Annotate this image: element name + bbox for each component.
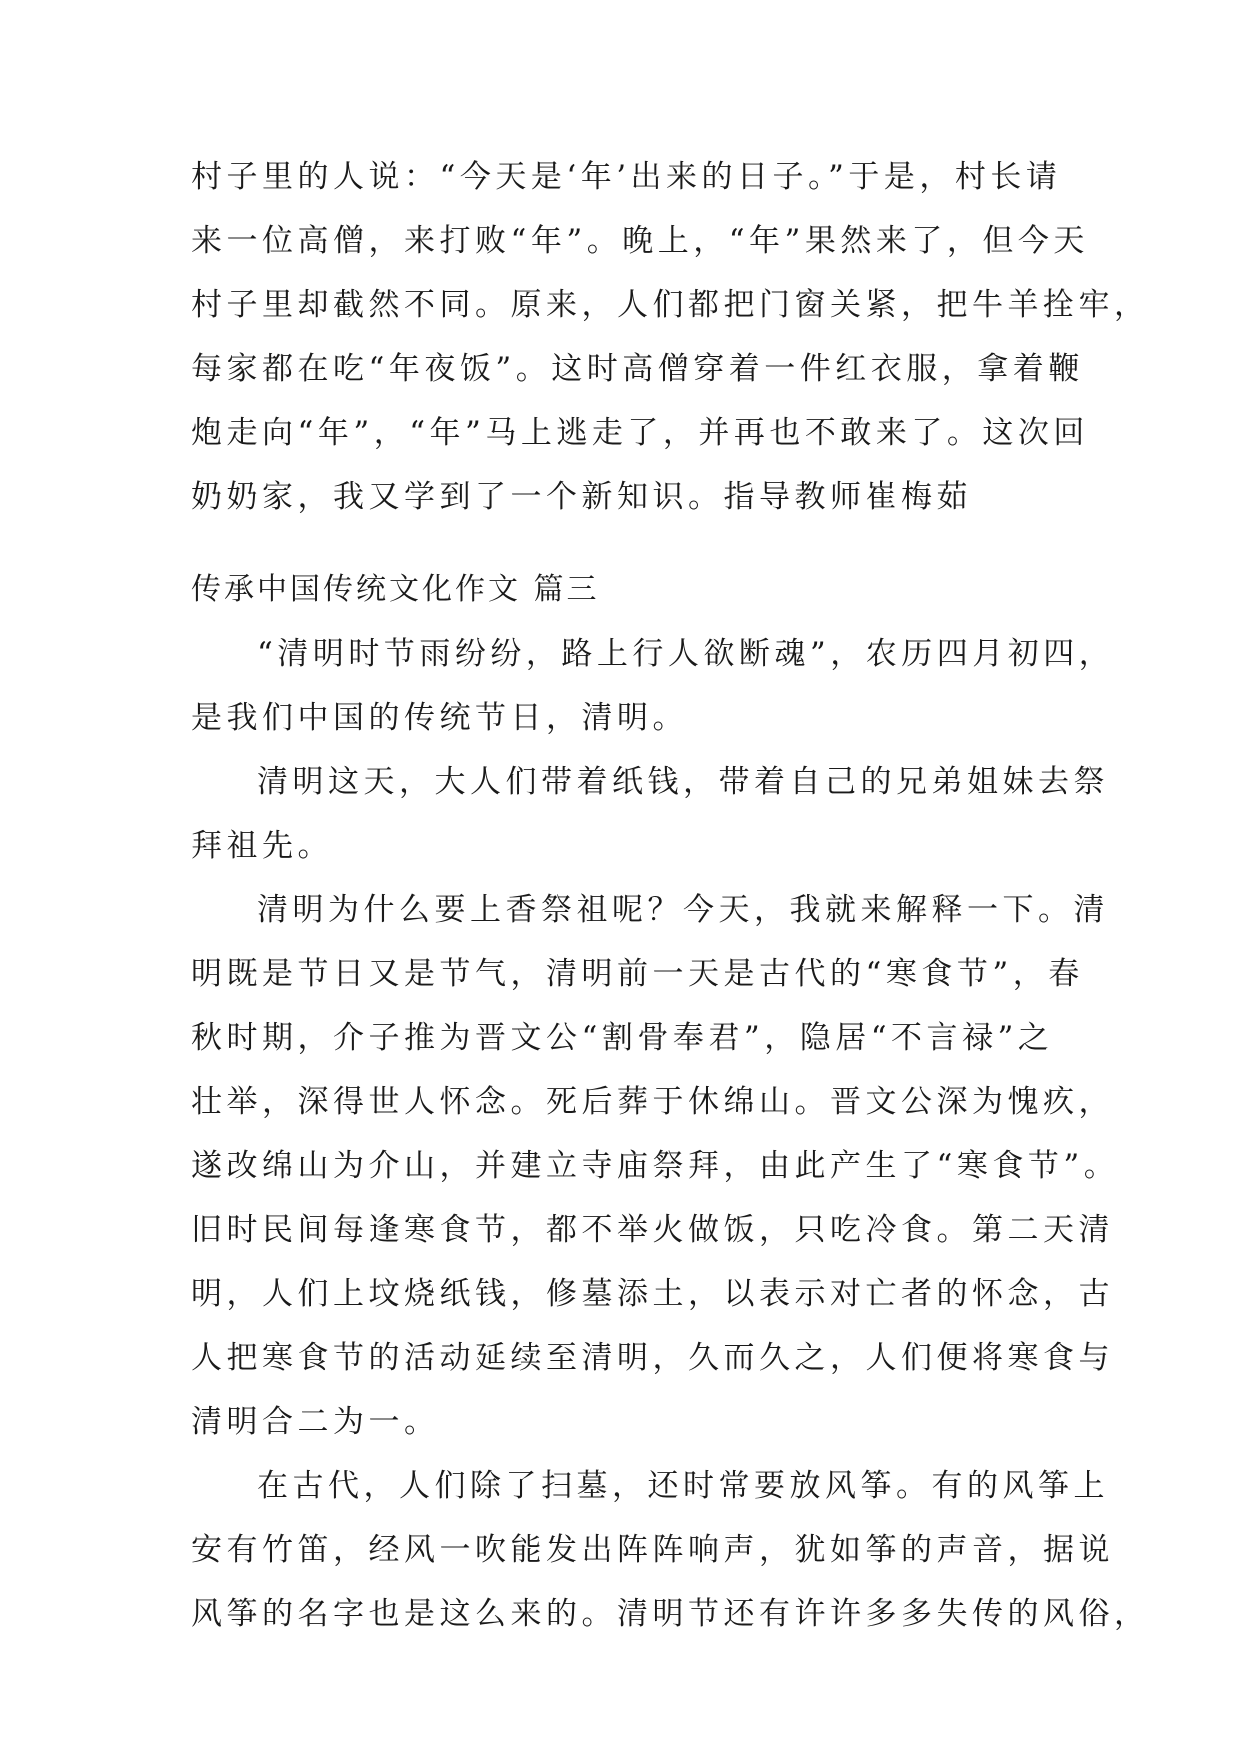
text-line: 来一位高僧，来打败“年”。晚上，“年”果然来了，但今天 <box>191 223 1089 259</box>
paragraph-line: 清明这天，大人们带着纸钱，带着自己的兄弟姐妹去祭 <box>257 764 1109 800</box>
paragraph-line: 秋时期，介子推为晋文公“割骨奉君”，隐居“不言禄”之 <box>191 1020 1054 1056</box>
text-line: 炮走向“年”，“年”马上逃走了，并再也不敢来了。这次回 <box>191 415 1089 451</box>
paragraph-line: 明，人们上坟烧纸钱，修墓添土，以表示对亡者的怀念，古 <box>191 1276 1114 1312</box>
paragraph-line: 拜祖先。 <box>191 828 333 864</box>
text-line: 村子里的人说：“今天是‘年’出来的日子。”于是，村长请 <box>191 159 1062 195</box>
paragraph-line: 安有竹笛，经风一吹能发出阵阵响声，犹如筝的声音，据说 <box>191 1532 1114 1568</box>
text-line: 村子里却截然不同。原来，人们都把门窗关紧，把牛羊拴牢， <box>191 287 1150 323</box>
paragraph-line: 遂改绵山为介山，并建立寺庙祭拜，由此产生了“寒食节”。 <box>191 1148 1120 1184</box>
paragraph-line: “清明时节雨纷纷，路上行人欲断魂”，农历四月初四， <box>257 636 1115 672</box>
paragraph-line: 人把寒食节的活动延续至清明，久而久之，人们便将寒食与 <box>191 1340 1114 1376</box>
text-line: 每家都在吃“年夜饭”。这时高僧穿着一件红衣服，拿着鞭 <box>191 351 1084 387</box>
section-title: 传承中国传统文化作文 篇三 <box>191 572 600 607</box>
paragraph-line: 风筝的名字也是这么来的。清明节还有许许多多失传的风俗， <box>191 1596 1150 1632</box>
text-line: 奶奶家，我又学到了一个新知识。指导教师崔梅茹 <box>191 479 972 515</box>
paragraph-line: 旧时民间每逢寒食节，都不举火做饭，只吃冷食。第二天清 <box>191 1212 1114 1248</box>
paragraph-line: 壮举，深得世人怀念。死后葬于休绵山。晋文公深为愧疚， <box>191 1084 1114 1120</box>
paragraph-line: 清明为什么要上香祭祖呢？今天，我就来解释一下。清 <box>257 892 1109 928</box>
paragraph-line: 明既是节日又是节气，清明前一天是古代的“寒食节”，春 <box>191 956 1084 992</box>
paragraph-line: 清明合二为一。 <box>191 1404 440 1440</box>
paragraph-line: 在古代，人们除了扫墓，还时常要放风筝。有的风筝上 <box>257 1468 1109 1504</box>
paragraph-line: 是我们中国的传统节日，清明。 <box>191 700 688 736</box>
